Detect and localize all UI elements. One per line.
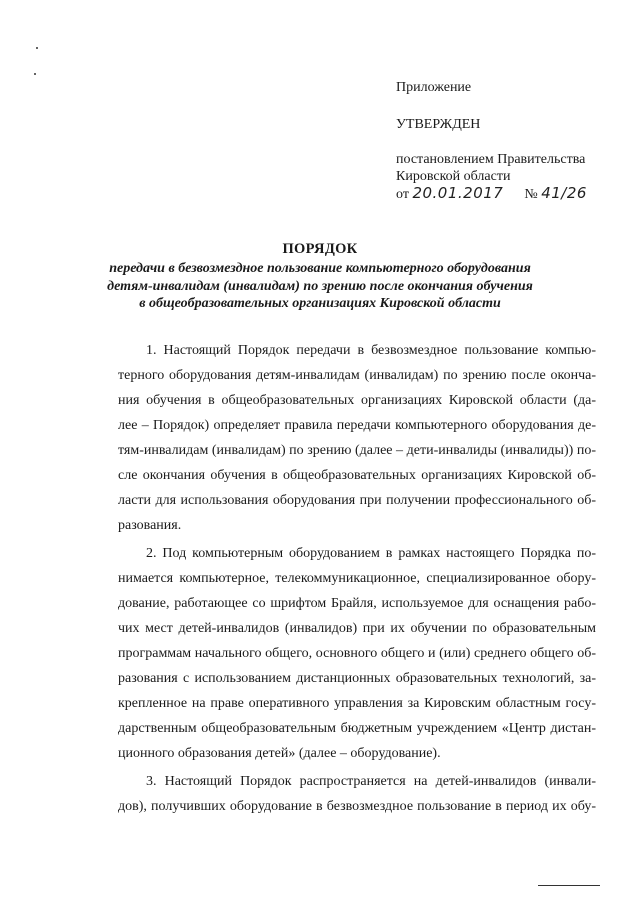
document-body (118, 338, 596, 819)
text-line: 1. Настоящий Порядок передачи в безвозмездное пользование компью- (146, 343, 596, 358)
text-line: 2. Под компьютерным оборудованием в рамках настоящего Порядка по- (146, 546, 596, 561)
appendix-label: Приложение (396, 80, 472, 95)
text-line: тям-инвалидам (инвалидам) по зрению (далее – дети-инвалиды (инвалиды)) по- (118, 443, 596, 458)
text-line: лее – Порядок) определяет правила передачи компьютерного оборудования де- (118, 418, 596, 433)
text-line: ния обучения в общеобразовательных организациях Кировской области (да- (118, 393, 596, 408)
paragraph-3 (118, 769, 596, 819)
document-title: ПОРЯДОК (282, 241, 358, 257)
document-subtitle (0, 260, 640, 313)
subtitle-line: детям-инвалидам (инвалидам) по зрению после окончания обучения (107, 278, 533, 294)
scan-speck (34, 73, 36, 75)
text-line: терного оборудования детям-инвалидам (инвалидам) по зрению после оконча- (118, 368, 596, 383)
text-line: программам начального общего, основного общего и (или) среднего общего об- (118, 646, 596, 661)
text-line: чих мест детей-инвалидов (инвалидов) при их обучении по образовательным (118, 621, 596, 636)
decree-line: постановлением Правительства (396, 152, 586, 167)
number-prefix: № (524, 187, 538, 202)
text-line: 3. Настоящий Порядок распространяется на детей-инвалидов (инвали- (146, 774, 596, 789)
paragraph-1 (118, 338, 596, 538)
text-line: дование, работающее со шрифтом Брайля, используемое для оснащения рабо- (118, 596, 596, 611)
subtitle-line: в общеобразовательных организациях Кировской области (139, 296, 501, 311)
text-line: дов), получивших оборудование в безвозмездное пользование в период их обу- (118, 799, 596, 814)
approval-block (396, 79, 587, 203)
text-line: крепленное на праве оперативного управления за Кировским областным госу- (118, 696, 596, 711)
text-line: разования с использованием дистанционных образовательных технологий, за- (118, 671, 596, 686)
footer-rule (538, 885, 600, 886)
decree-date-number (396, 185, 587, 203)
paragraph-2 (118, 541, 596, 766)
handwritten-number: 41/26 (541, 184, 587, 202)
scan-speck (36, 47, 38, 49)
text-line: ласти для использования оборудования при получении профессионального об- (118, 493, 596, 508)
date-prefix: от (396, 187, 409, 202)
approved-label: УТВЕРЖДЕН (396, 117, 481, 132)
subtitle-line: передачи в безвозмездное пользование компьютерного оборудования (109, 261, 531, 276)
text-line: нимается компьютерное, телекоммуникационное, специализированное обору- (118, 571, 596, 586)
text-line: сле окончания обучения в общеобразовательных организациях Кировской об- (118, 468, 596, 483)
decree-region: Кировской области (396, 169, 511, 184)
text-line: ционного образования детей» (далее – оборудование). (118, 746, 441, 761)
text-line: дарственным общеобразовательным бюджетным учреждением «Центр дистан- (118, 721, 596, 736)
text-line: разования. (118, 518, 182, 533)
handwritten-date: 20.01.2017 (412, 184, 504, 202)
